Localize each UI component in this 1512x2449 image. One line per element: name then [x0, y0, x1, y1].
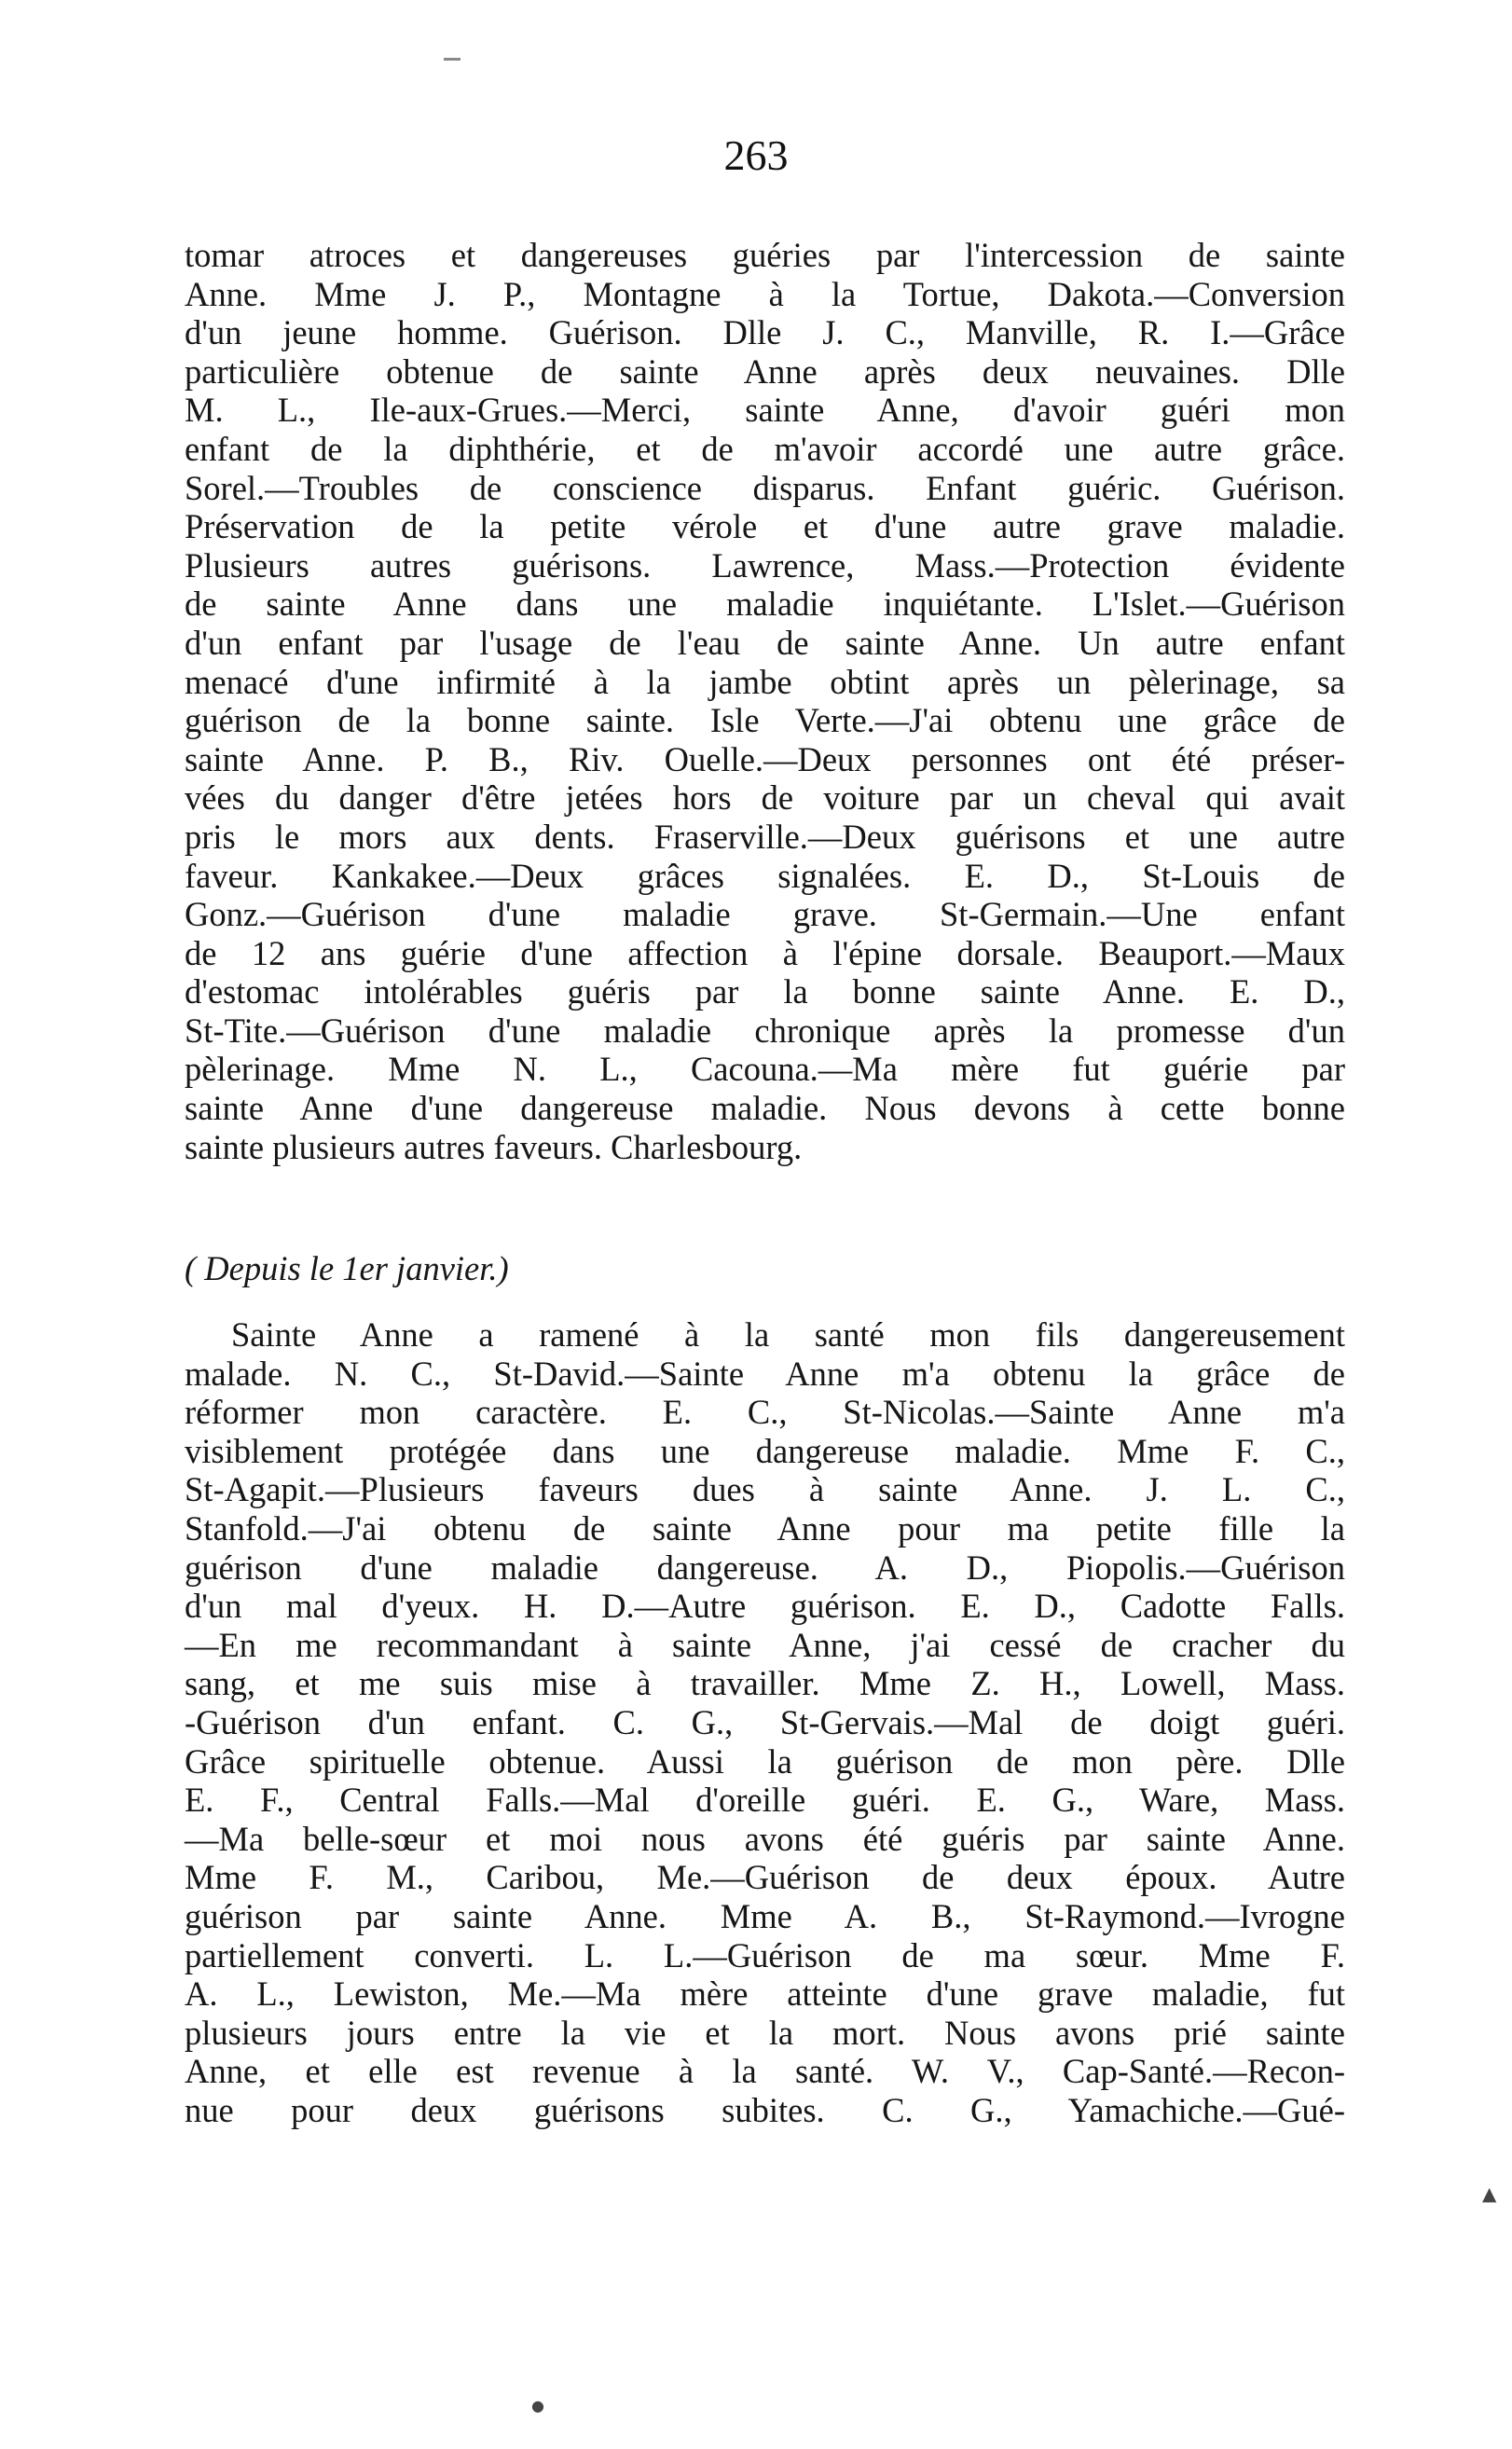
- text-line: Gonz.—Guérison d'une maladie grave. St-Germain.—Une enfant: [185, 895, 1345, 934]
- text-line: de sainte Anne dans une maladie inquiétante. L'Islet.—Guérison: [185, 585, 1345, 624]
- text-line: d'un mal d'yeux. H. D.—Autre guérison. E. D., Cadotte Falls.: [185, 1587, 1345, 1626]
- text-line: enfant de la diphthérie, et de m'avoir accordé une autre grâce.: [185, 429, 1345, 468]
- page-number: 263: [723, 131, 789, 179]
- text-line: menacé d'une infirmité à la jambe obtint après un pèlerinage, sa: [185, 662, 1345, 701]
- text-line: sainte Anne d'une dangereuse maladie. Nous devons à cette bonne: [185, 1089, 1345, 1128]
- text-line: sang, et me suis mise à travailler. Mme Z. H., Lowell, Mass.: [185, 1664, 1345, 1703]
- text-line: sainte plusieurs autres faveurs. Charlesbourg.: [185, 1127, 803, 1166]
- scan-speck-right: ▲: [1482, 2182, 1497, 2205]
- paragraph-testimonies: [185, 236, 1345, 1166]
- text-line: vées du danger d'être jetées hors de voiture par un cheval qui avait: [185, 778, 1345, 818]
- paragraph-recent-favors: [185, 1315, 1345, 2129]
- text-line: A. L., Lewiston, Me.—Ma mère atteinte d'une grave maladie, fut: [185, 1974, 1345, 2014]
- text-line: plusieurs jours entre la vie et la mort. Nous avons prié sainte: [185, 2013, 1345, 2052]
- text-line: d'un enfant par l'usage de l'eau de sainte Anne. Un autre enfant: [185, 623, 1345, 662]
- text-line: Anne. Mme J. P., Montagne à la Tortue, Dakota.—Conversion: [185, 274, 1345, 313]
- text-line: Mme F. M., Caribou, Me.—Guérison de deux époux. Autre: [185, 1858, 1345, 1897]
- text-line: St-Tite.—Guérison d'une maladie chronique après la promesse d'un: [185, 1011, 1345, 1050]
- text-line: -Guérison d'un enfant. C. G., St-Gervais.—Mal de doigt guéri.: [185, 1702, 1345, 1741]
- text-line: guérison de la bonne sainte. Isle Verte.—J'ai obtenu une grâce de: [185, 701, 1345, 740]
- text-line: pèlerinage. Mme N. L., Cacouna.—Ma mère fut guérie par: [185, 1050, 1345, 1089]
- text-line: M. L., Ile-aux-Grues.—Merci, sainte Anne, d'avoir guéri mon: [185, 391, 1345, 430]
- text-line: guérison d'une maladie dangereuse. A. D., Piopolis.—Guérison: [185, 1548, 1345, 1587]
- text-line: d'estomac intolérables guéris par la bonne sainte Anne. E. D.,: [185, 972, 1345, 1011]
- section-heading: ( Depuis le 1er janvier.): [185, 1249, 509, 1287]
- text-line: Stanfold.—J'ai obtenu de sainte Anne pour ma petite fille la: [185, 1508, 1345, 1548]
- text-line: —En me recommandant à sainte Anne, j'ai cessé de cracher du: [185, 1625, 1345, 1664]
- scan-speck-bottom: ●: [531, 2397, 544, 2415]
- text-line: Sainte Anne a ramené à la santé mon fils dangereusement: [231, 1315, 1345, 1354]
- text-line: particulière obtenue de sainte Anne après deux neuvaines. Dlle: [185, 351, 1345, 391]
- text-line: —Ma belle-sœur et moi nous avons été guéris par sainte Anne.: [185, 1819, 1345, 1858]
- text-line: Anne, et elle est revenue à la santé. W. V., Cap-Santé.—Recon-: [185, 2052, 1345, 2091]
- text-line: Plusieurs autres guérisons. Lawrence, Mass.—Protection évidente: [185, 545, 1345, 585]
- text-line: Sorel.—Troubles de conscience disparus. Enfant guéric. Guérison.: [185, 468, 1345, 507]
- section-heading-block: [185, 1249, 1345, 1288]
- text-line: partiellement converti. L. L.—Guérison de ma sœur. Mme F.: [185, 1935, 1345, 1974]
- text-line: Préservation de la petite vérole et d'une autre grave maladie.: [185, 507, 1345, 546]
- text-line: sainte Anne. P. B., Riv. Ouelle.—Deux personnes ont été préser-: [185, 739, 1345, 778]
- text-line: malade. N. C., St-David.—Sainte Anne m'a obtenu la grâce de: [185, 1354, 1345, 1393]
- text-line: nue pour deux guérisons subites. C. G., Yamachiche.—Gué-: [185, 2090, 1345, 2129]
- text-line: St-Agapit.—Plusieurs faveurs dues à sainte Anne. J. L. C.,: [185, 1470, 1345, 1509]
- text-line: visiblement protégée dans une dangereuse maladie. Mme F. C.,: [185, 1431, 1345, 1470]
- text-line: E. F., Central Falls.—Mal d'oreille guéri. E. G., Ware, Mass.: [185, 1781, 1345, 1820]
- scan-speck-top: [444, 58, 460, 61]
- text-line: de 12 ans guérie d'une affection à l'épine dorsale. Beauport.—Maux: [185, 933, 1345, 972]
- text-line: guérison par sainte Anne. Mme A. B., St-Raymond.—Ivrogne: [185, 1896, 1345, 1935]
- text-line: Grâce spirituelle obtenue. Aussi la guérison de mon père. Dlle: [185, 1741, 1345, 1781]
- text-line: faveur. Kankakee.—Deux grâces signalées. E. D., St-Louis de: [185, 856, 1345, 895]
- text-line: pris le mors aux dents. Fraserville.—Deux guérisons et une autre: [185, 817, 1345, 856]
- text-line: réformer mon caractère. E. C., St-Nicolas.—Sainte Anne m'a: [185, 1393, 1345, 1432]
- text-line: tomar atroces et dangereuses guéries par l'intercession de sainte: [185, 236, 1345, 274]
- text-line: d'un jeune homme. Guérison. Dlle J. C., Manville, R. I.—Grâce: [185, 313, 1345, 352]
